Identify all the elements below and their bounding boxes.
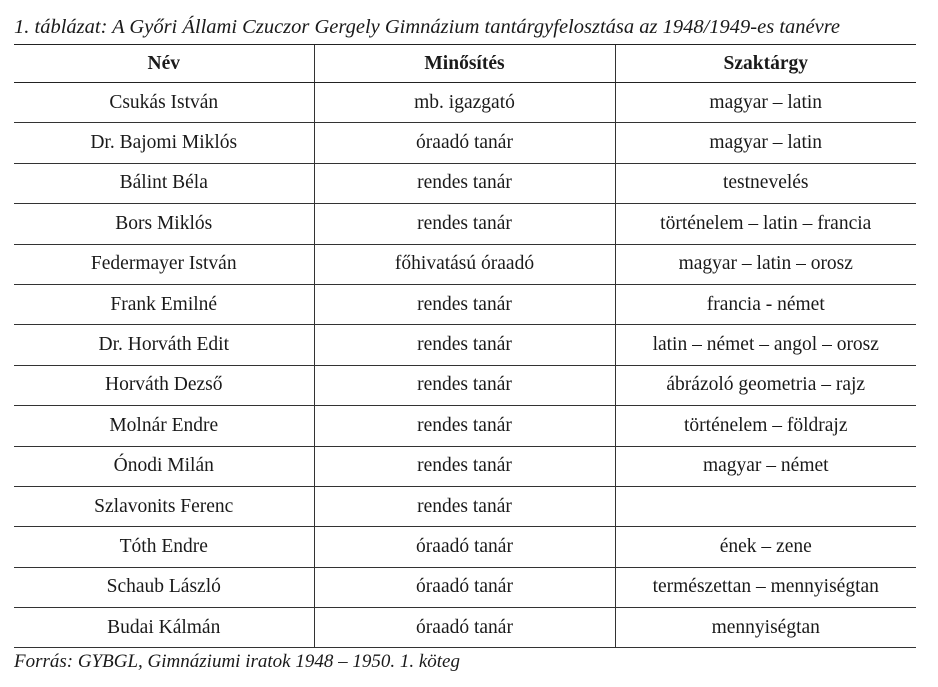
table-row	[14, 163, 916, 203]
cell-qualification: rendes tanár	[314, 325, 615, 365]
table-row	[14, 244, 916, 284]
cell-qualification: rendes tanár	[314, 163, 615, 203]
cell-subject: magyar – német	[615, 446, 916, 486]
cell-name: Molnár Endre	[14, 406, 314, 446]
cell-subject: testnevelés	[615, 163, 916, 203]
cell-subject	[615, 486, 916, 526]
column-header-qualification: Minősítés	[314, 45, 615, 83]
column-header-name: Név	[14, 45, 314, 83]
cell-name: Frank Emilné	[14, 284, 314, 324]
cell-subject: magyar – latin – orosz	[615, 244, 916, 284]
cell-subject: történelem – földrajz	[615, 406, 916, 446]
cell-qualification: óraadó tanár	[314, 567, 615, 607]
cell-subject: ének – zene	[615, 527, 916, 567]
table-row	[14, 567, 916, 607]
table-row	[14, 123, 916, 163]
cell-subject: természettan – mennyiségtan	[615, 567, 916, 607]
cell-qualification: rendes tanár	[314, 486, 615, 526]
table-row	[14, 527, 916, 567]
cell-name: Budai Kálmán	[14, 608, 314, 648]
header-row	[14, 45, 916, 83]
cell-subject: ábrázoló geometria – rajz	[615, 365, 916, 405]
table-row	[14, 325, 916, 365]
column-header-subject: Szaktárgy	[615, 45, 916, 83]
cell-name: Bálint Béla	[14, 163, 314, 203]
table-row	[14, 486, 916, 526]
table-row	[14, 446, 916, 486]
cell-subject: francia - német	[615, 284, 916, 324]
table-row	[14, 406, 916, 446]
cell-name: Ónodi Milán	[14, 446, 314, 486]
cell-name: Bors Miklós	[14, 204, 314, 244]
cell-qualification: óraadó tanár	[314, 527, 615, 567]
cell-qualification: főhivatású óraadó	[314, 244, 615, 284]
cell-subject: történelem – latin – francia	[615, 204, 916, 244]
cell-subject: mennyiségtan	[615, 608, 916, 648]
cell-qualification: rendes tanár	[314, 406, 615, 446]
cell-qualification: rendes tanár	[314, 446, 615, 486]
table-header	[14, 45, 916, 83]
cell-name: Dr. Bajomi Miklós	[14, 123, 314, 163]
cell-name: Szlavonits Ferenc	[14, 486, 314, 526]
table-row	[14, 608, 916, 648]
table-body	[14, 83, 916, 648]
table-row	[14, 284, 916, 324]
cell-name: Tóth Endre	[14, 527, 314, 567]
cell-name: Csukás István	[14, 83, 314, 123]
cell-subject: magyar – latin	[615, 83, 916, 123]
cell-name: Horváth Dezső	[14, 365, 314, 405]
cell-qualification: óraadó tanár	[314, 608, 615, 648]
cell-subject: magyar – latin	[615, 123, 916, 163]
cell-qualification: óraadó tanár	[314, 123, 615, 163]
cell-qualification: rendes tanár	[314, 365, 615, 405]
source-note: Forrás: GYBGL, Gimnáziumi iratok 1948 – 1950. 1. köteg	[14, 651, 460, 672]
cell-subject: latin – német – angol – orosz	[615, 325, 916, 365]
cell-qualification: mb. igazgató	[314, 83, 615, 123]
table-row	[14, 204, 916, 244]
cell-qualification: rendes tanár	[314, 284, 615, 324]
staff-table	[14, 44, 916, 648]
cell-name: Schaub László	[14, 567, 314, 607]
table-caption: 1. táblázat: A Győri Állami Czuczor Gergely Gimnázium tantárgyfelosztása az 1948/1949-es tanévre	[14, 16, 841, 38]
cell-name: Federmayer István	[14, 244, 314, 284]
cell-qualification: rendes tanár	[314, 204, 615, 244]
table-row	[14, 83, 916, 123]
table-row	[14, 365, 916, 405]
cell-name: Dr. Horváth Edit	[14, 325, 314, 365]
